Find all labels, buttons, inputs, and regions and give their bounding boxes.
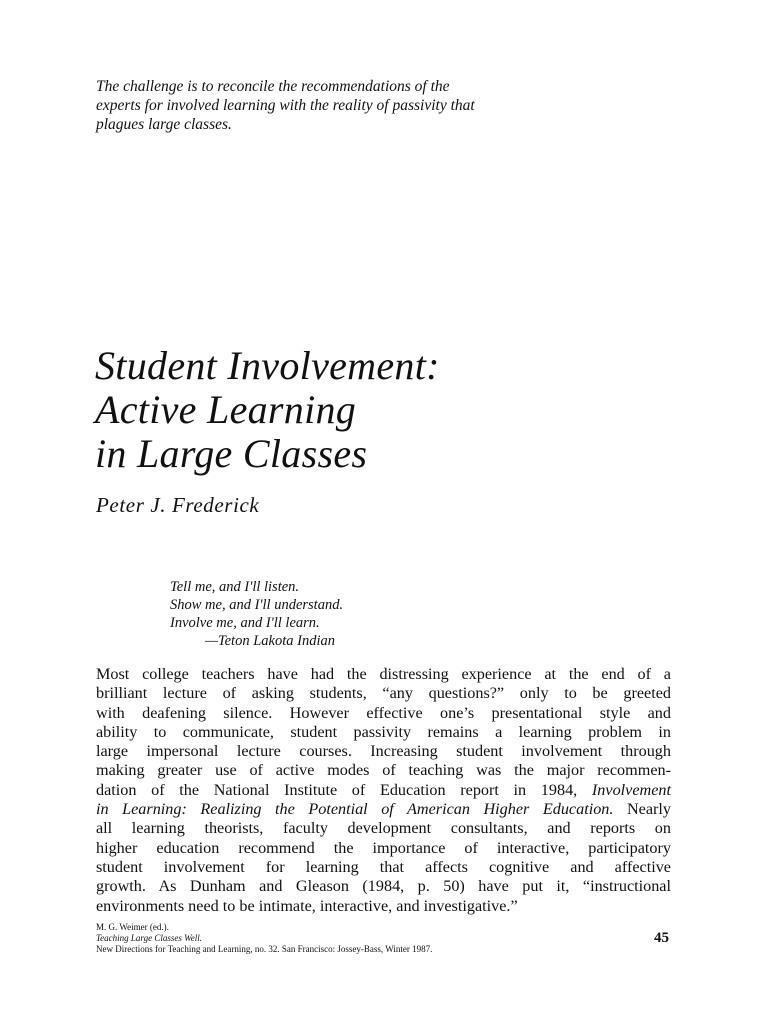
body-line: higher education recommend the importance of interactive, participatory [96, 838, 671, 857]
body-text-run: Nearly [626, 800, 672, 819]
title-line: Active Learning [95, 387, 357, 432]
body-line [96, 800, 671, 819]
body-line: making greater use of active modes of teaching was the major recommen- [96, 761, 671, 780]
body-line: with deafening silence. However effective one’s presentational style and [96, 703, 671, 722]
abstract-line: experts for involved learning with the reality of passivity that [96, 97, 475, 114]
epigraph-attribution: —Teton Lakota Indian [205, 633, 335, 649]
abstract-line: plagues large classes. [96, 116, 232, 133]
body-line: all learning theorists, faculty development consultants, and reports on [96, 819, 671, 838]
page-number: 45 [654, 930, 669, 946]
body-text-run: dation of the National Institute of Education report in 1984, [96, 780, 578, 799]
body-line: Most college teachers have had the distressing experience at the end of a [96, 665, 671, 683]
body-line: environments need to be intimate, interactive, and investigative.” [96, 896, 518, 915]
author-name: Peter J. Frederick [96, 493, 260, 517]
source-footnote [96, 922, 671, 955]
epigraph [170, 578, 343, 650]
chapter-abstract [96, 77, 616, 134]
body-line: growth. As Dunham and Gleason (1984, p. 50) have put it, “instructional [96, 877, 671, 896]
epigraph-line: Show me, and I'll understand. [170, 597, 344, 613]
footnote-book-title: Teaching Large Classes Well. [96, 933, 203, 943]
footnote-series: New Directions for Teaching and Learning, no. 32. San Francisco: Jossey-Bass, Winter 1987. [96, 944, 433, 954]
body-line: brilliant lecture of asking students, “any questions?” only to be greeted [96, 684, 671, 703]
body-line: student involvement for learning that affects cognitive and affective [96, 857, 671, 876]
body-line [96, 781, 671, 800]
abstract-line: The challenge is to reconcile the recommendations of the [96, 78, 450, 95]
title-line: in Large Classes [95, 431, 368, 476]
body-paragraph [96, 665, 671, 916]
body-line: ability to communicate, student passivity remains a learning problem in [96, 722, 671, 741]
body-line: large impersonal lecture courses. Increasing student involvement through [96, 742, 671, 761]
chapter-title [95, 344, 440, 476]
title-line: Student Involvement: [95, 343, 440, 388]
report-title-italic: Involvement [591, 780, 672, 799]
footnote-line [96, 922, 671, 944]
epigraph-line: Involve me, and I'll learn. [170, 615, 320, 631]
report-title-italic: in Learning: Realizing the Potential of American Higher Education. [96, 800, 614, 819]
epigraph-line: Tell me, and I'll listen. [170, 579, 300, 595]
footnote-editor: M. G. Weimer (ed.). [96, 922, 169, 932]
